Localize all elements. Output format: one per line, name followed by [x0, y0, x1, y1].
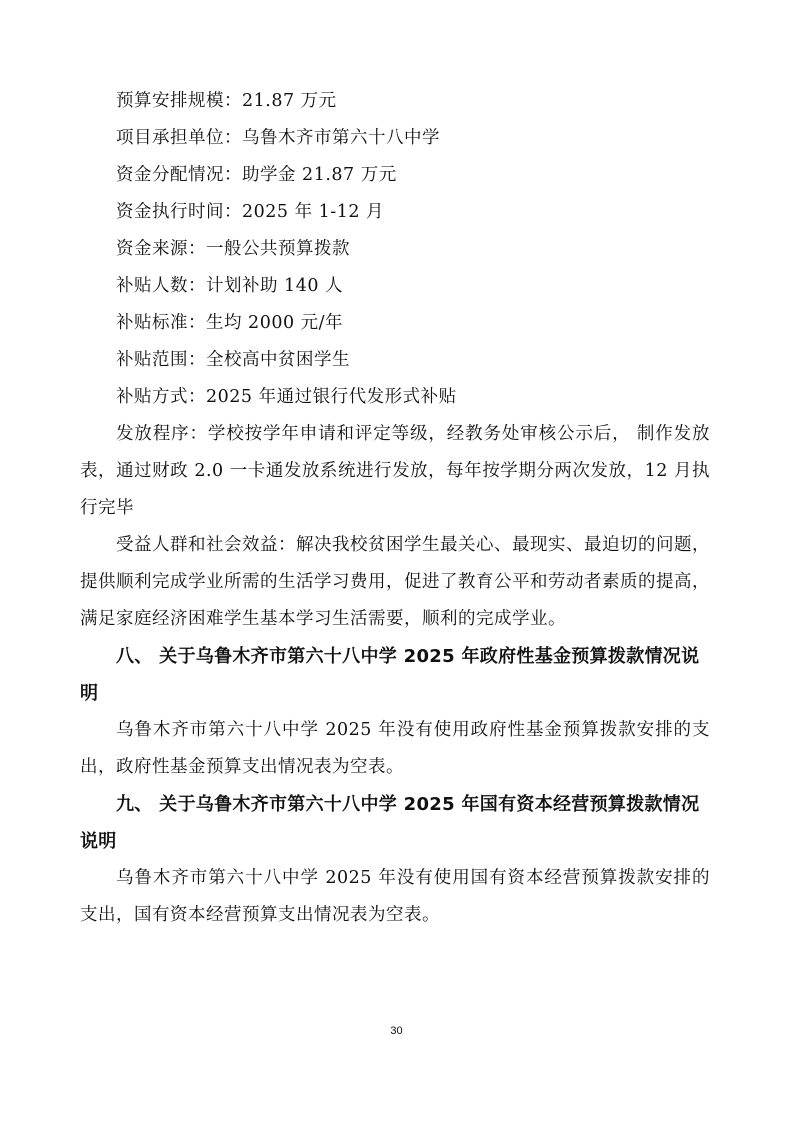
subsidy-method-line: 补贴方式：2025 年通过银行代发形式补贴 — [116, 387, 457, 407]
section-8-body: 乌鲁木齐市第六十八中学 2025 年没有使用政府性基金预算拨款安排的支出，政府性基金预算支出情况表为空表。 — [80, 720, 710, 777]
fund-allocation-line: 资金分配情况：助学金 21.87 万元 — [116, 165, 397, 185]
fund-source-line: 资金来源：一般公共预算拨款 — [116, 239, 350, 259]
section-8-heading: 八、 关于乌鲁木齐市第六十八中学 2025 年政府性基金预算拨款情况说明 — [80, 646, 700, 704]
benefit-paragraph: 受益人群和社会效益：解决我校贫困学生最关心、最现实、最迫切的问题，提供顺利完成学业所需的生活学习费用，促进了教育公平和劳动者素质的提高，满足家庭经济困难学生基本学习生活需要，顺利的完成学业。 — [80, 535, 710, 629]
section-9-heading: 九、 关于乌鲁木齐市第六十八中学 2025 年国有资本经营预算拨款情况说明 — [80, 794, 700, 852]
subsidy-scope-line: 补贴范围：全校高中贫困学生 — [116, 350, 350, 370]
section-9-body: 乌鲁木齐市第六十八中学 2025 年没有使用国有资本经营预算拨款安排的支出，国有资本经营预算支出情况表为空表。 — [80, 868, 710, 925]
subsidy-count-line: 补贴人数：计划补助 140 人 — [116, 276, 344, 296]
page-number: 30 — [390, 1025, 403, 1037]
subsidy-standard-line: 补贴标准：生均 2000 元/年 — [116, 313, 344, 333]
budget-scale-line: 预算安排规模：21.87 万元 — [116, 91, 337, 111]
execution-time-line: 资金执行时间：2025 年 1-12 月 — [116, 202, 385, 222]
undertaking-unit-line: 项目承担单位：乌鲁木齐市第六十八中学 — [116, 128, 440, 148]
procedure-paragraph: 发放程序：学校按学年申请和评定等级，经教务处审核公示后， 制作发放表，通过财政 2.0 一卡通发放系统进行发放，每年按学期分两次发放，12 月执行完毕 — [80, 424, 710, 518]
